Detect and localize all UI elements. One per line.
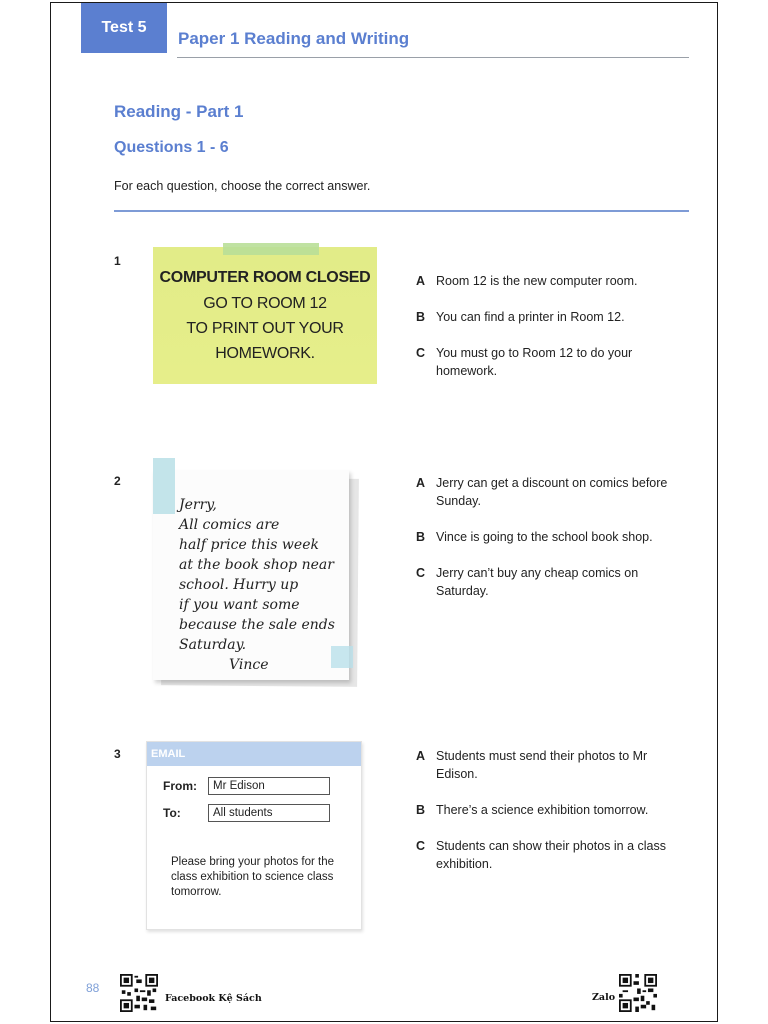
note-line: at the book shop near	[179, 557, 334, 573]
sign-line: TO PRINT OUT YOUR	[186, 320, 344, 337]
sign-heading: COMPUTER ROOM CLOSED	[159, 269, 371, 286]
section-title: Reading - Part 1	[114, 102, 244, 121]
option-letter: B	[416, 530, 426, 544]
to-label: To:	[163, 806, 181, 820]
option-text: Jerry can get a discount on comics before Sunday.	[436, 476, 668, 508]
option-text: Room 12 is the new computer room.	[436, 274, 638, 288]
option-letter: B	[416, 310, 426, 324]
note-line: school. Hurry up	[179, 577, 299, 593]
note-line: half price this week	[179, 537, 319, 553]
option-text: Students must send their photos to Mr Edison.	[436, 749, 648, 781]
from-label: From:	[163, 779, 197, 793]
facebook-label: Facebook Kệ Sách	[165, 993, 262, 1004]
answer-option-b[interactable]	[416, 801, 691, 819]
question-number-2: 2	[114, 474, 121, 488]
sign-line: HOMEWORK.	[215, 345, 315, 362]
email-body: Please bring your photos for the class exhibition to science class tomorrow.	[171, 856, 335, 898]
answer-option-a[interactable]	[416, 747, 691, 783]
test-tab: Test 5	[81, 3, 167, 53]
option-letter: C	[416, 839, 426, 853]
option-letter: B	[416, 803, 426, 817]
to-field: All students	[208, 804, 330, 822]
instruction-text: For each question, choose the correct answer.	[114, 179, 371, 193]
option-text: Students can show their photos in a class exhibition.	[436, 839, 666, 871]
answer-option-c[interactable]	[416, 564, 691, 600]
option-letter: C	[416, 346, 426, 360]
option-text: There’s a science exhibition tomorrow.	[436, 803, 649, 817]
note-signature: Vince	[229, 657, 269, 673]
note-line: Saturday.	[179, 637, 247, 653]
page-number: 88	[86, 981, 100, 995]
answer-options-q1	[416, 272, 691, 398]
note-line: because the sale ends	[179, 617, 335, 633]
tape-strip	[223, 243, 319, 255]
question-number-1: 1	[114, 254, 121, 268]
tape-strip	[153, 458, 175, 514]
notice-sign	[153, 247, 377, 384]
email-message	[146, 741, 362, 930]
paper-title: Paper 1 Reading and Writing	[178, 29, 410, 48]
option-letter: A	[416, 476, 426, 490]
option-letter: A	[416, 749, 426, 763]
section-divider	[114, 210, 689, 212]
qr-code-icon[interactable]	[120, 974, 158, 1012]
header-divider	[177, 57, 689, 58]
from-field: Mr Edison	[208, 777, 330, 795]
option-text: Jerry can’t buy any cheap comics on Saturday.	[436, 566, 639, 598]
email-header: EMAIL	[147, 742, 361, 766]
sign-line: GO TO ROOM 12	[203, 295, 327, 312]
note-line: if you want some	[179, 597, 300, 613]
answer-option-a[interactable]	[416, 272, 691, 290]
handwritten-note	[153, 470, 349, 680]
answer-option-c[interactable]	[416, 837, 691, 873]
answer-options-q2	[416, 474, 691, 618]
note-line: Jerry,	[179, 497, 217, 513]
option-text: You must go to Room 12 to do your homework.	[436, 346, 633, 378]
email-to-row	[163, 804, 330, 822]
answer-option-c[interactable]	[416, 344, 691, 380]
question-number-3: 3	[114, 747, 121, 761]
qr-code-icon[interactable]	[619, 974, 657, 1012]
option-text: You can find a printer in Room 12.	[436, 310, 625, 324]
answer-option-b[interactable]	[416, 528, 691, 546]
note-line: All comics are	[179, 517, 280, 533]
option-text: Vince is going to the school book shop.	[436, 530, 653, 544]
answer-options-q3	[416, 747, 691, 891]
email-from-row	[163, 777, 330, 795]
option-letter: A	[416, 274, 426, 288]
answer-option-a[interactable]	[416, 474, 691, 510]
note-text	[179, 495, 349, 675]
questions-range: Questions 1 - 6	[114, 139, 229, 156]
option-letter: C	[416, 566, 426, 580]
answer-option-b[interactable]	[416, 308, 691, 326]
zalo-label: Zalo	[592, 992, 616, 1003]
